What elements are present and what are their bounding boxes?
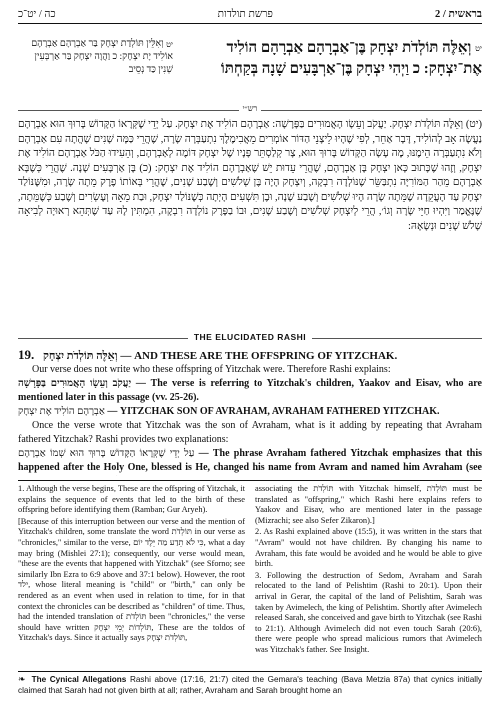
english-paragraph: [18, 405, 482, 419]
english-elucidation: [18, 348, 482, 476]
torah-verse: [178, 38, 482, 80]
targum-verse-number: יט: [166, 40, 173, 49]
footnote: 2. As Rashi explained above (15:5), it was written in the stars that "Avram" would not have children. By changing his name to Avraham, this fate would be avoided and he would be able to give birth.: [255, 527, 482, 569]
insight-text: Rashi above (17:16, 21:7) cited the Gemara's teaching (Bava Metzia 87a) that cynics initially claimed that Sarah had not given birth at all; rather, Avraham and Sarah brought home an: [18, 675, 482, 695]
elucidated-rashi-title: [18, 332, 482, 344]
footnotes: [18, 484, 482, 668]
english-paragraph-text: — The verse is referring to Yitzchak's children, Yaakov and Eisav, who are mentioned later in this passage (vv. 25-26).: [18, 378, 482, 403]
verse-block: [18, 38, 482, 100]
english-verse-number: 19.: [18, 348, 35, 362]
english-paragraph: Our verse does not write who these offspring of Yitzchak were. Therefore Rashi explains:: [32, 364, 391, 375]
header-verse-range: כה / יט־כ: [18, 8, 56, 20]
rashi-hebrew-commentary: (יט) וְאֵלֶּה תּוֹלְדֹת יִצְחָק. יַעֲקֹב וְעֵשָׂו הָאֲמוּרִים בַּפָּרָשָׁה: אַבְרָהָם הוֹלִיד אֶת יִצְחָק. עַל יְדֵי שֶׁקְּרָאוֹ הַקָּדוֹשׁ בָּרוּךְ הוּא אַבְרָהָם נַעֲשָׂה אָב לְהוֹלִיד, דָּבָר אַחֵר, לְפִי שֶׁהָיוּ לֵיצָנֵי הַדּוֹר אוֹמְרִים מֵאֲבִימֶלֶךְ נִתְעַבְּרָה שָׂרָה, שֶׁהֲרֵי כַּמָּה שָׁנִים שָׁהֲתָה עִם אַבְרָהָם וְלֹא נִתְעַבְּרָה הֵימֶנּוּ, מֶה עָשָׂה הַקָּדוֹשׁ בָּרוּךְ הוּא, צָר קְלַסְתֵּר פָּנָיו שֶׁל יִצְחָק דּוֹמֶה לְאַבְרָהָם, וְהֵעִידוּ הַכֹּל אַבְרָהָם הוֹלִיד אֶת יִצְחָק, וְזֶהוּ שֶׁכָּתוּב כָּאן יִצְחָק בֶּן אַבְרָהָם, שֶׁהֲרֵי עֵדוּת יֵשׁ שֶׁאַבְרָהָם הוֹלִיד אֶת יִצְחָק: (כ) בֶּן אַרְבָּעִים שָׁנָה. שֶׁהֲרֵי כְּשֶׁבָּא אַבְרָהָם מֵהַר הַמּוֹרִיָּה נִתְבַּשֵּׂר שֶׁנּוֹלְדָה רִבְקָה, וְיִצְחָק הָיָה בֶּן שְׁלֹשִׁים וְשֶׁבַע שָׁנִים, שֶׁהֲרֵי בְּאוֹתוֹ פֶרֶק מֵתָה שָׂרָה, וּמִשֶּׁנּוֹלַד יִצְחָק עַד הָעֲקֵדָה שֶׁמֵּתָה שָׂרָה הָיוּ שְׁלֹשִׁים וְשֶׁבַע שָׁנָה, וּבֶן תִּשְׁעִים הָיְתָה כְּשֶׁנּוֹלַד יִצְחָק, וּבַת מֵאָה וְעֶשְׂרִים וְשֶׁבַע כְּשֶׁמֵּתָה, שֶׁנֶּאֱמַר וַיִּהְיוּ חַיֵּי שָׂרָה וְגוֹ׳, הֲרֵי לְיִצְחָק שְׁלֹשִׁים וְשֶׁבַע שָׁנִים, וּבוֹ בַפֶּרֶק נוֹלְדָה רִבְקָה, הִמְתִּין לָהּ עַד שֶׁתְּהֵא רְאוּיָה לְבִיאָה שָׁלֹשׁ שָׁנִים וּנְשָׂאָהּ:: [18, 119, 482, 232]
english-verse-heading: [18, 348, 482, 363]
english-paragraph-text: — The phrase Avraham fathered Yitzchak emphasizes that this happened after the Holy One, blessed is He, changed his name from Avram and named him Avraham (see: [18, 448, 482, 473]
header-rule: [18, 23, 482, 24]
notes-rule: [18, 480, 482, 481]
english-lemma: אַבְרָהָם הוֹלִיד אֶת יִצְחָק: [18, 406, 105, 417]
rashi-divider: [18, 104, 482, 116]
torah-verse-number: יט: [475, 44, 482, 53]
english-lemma: יַעֲקֹב וְעֵשָׂו הָאֲמוּרִים בַּפָּרָשָׁה: [18, 378, 132, 389]
footnote: [Because of this interruption between our verse and the mention of Yitzchak's children, some translate the word תּוֹלְדֹת in our verse as "chronicles," similar to the verse, כִּי לֹא תֵדַע מַה יֵּלֶד יוֹם, what a day may bring (Mishlei 27:1); consequently, our verse would mean, "these are the events that happened with Yitzchak" (see Sforno; see similarly Ibn Ezra to 6:9 above and 37:1 below). However, the root ילד, whose literal meaning is "child" or "birth," can only be rendered as an event when used in relation to time, for in that context the chronicles can be described as "children" of time. Thus, had the intended translation of תּוֹלְדֹת been "chronicles," the verse should have written תּוֹלְדוֹת יְמֵי יִצְחָק, These are the toldos of Yitzchak's days. Since it actually says תּוֹלְדֹת יִצְחָק,: [18, 516, 246, 643]
torah-verse-text: וְאֵלֶּה תּוֹלְדֹת יִצְחָק בֶּן־אַבְרָהָם אַבְרָהָם הוֹלִיד אֶת־יִצְחָק: כ וַיְהִי יִצְחָק בֶּן־אַרְבָּעִים שָׁנָה בְּקַחְתּוֹ: [220, 40, 482, 77]
header-parashah: פרשת תולדות: [217, 8, 273, 20]
footnotes-right-column: [255, 484, 482, 668]
targum-column: [18, 38, 173, 77]
targum-text: וְאִלֵּין תּוֹלְדַת יִצְחָק בַּר אַבְרָהָם אַבְרָהָם אוֹלִיד יָת יִצְחָק: כ וַהֲוָה יִצְחָק בַּר אַרְבְּעִין שְׁנִין כַּד נְסֵיב: [31, 39, 173, 75]
footnote: associating the תּוֹלְדֹת with Yitzchak himself, תּוֹלְדֹת must be translated as "offspring," which Rashi here explains refers to Yaakov and Eisav, who are mentioned later in the passage (Mizrachi; see also Sefer Zikaron).]: [255, 484, 482, 525]
english-verse-caption: — AND THESE ARE THE OFFSPRING OF YITZCHAK.: [120, 350, 398, 362]
rashi-label: רש״י: [239, 104, 262, 113]
fleuron-icon: ❧: [18, 674, 26, 684]
insight-box: [18, 674, 482, 714]
english-lemma: עַל יְדֵי שֶׁקְּרָאוֹ הַקָּדוֹשׁ בָּרוּךְ הוּא שְׁמוֹ אַבְרָהָם: [18, 448, 195, 459]
elucidated-title-label: THE ELUCIDATED RASHI: [188, 332, 312, 342]
insight-title: The Cynical Allegations: [31, 675, 127, 684]
english-caption: — YITZCHAK SON OF AVRAHAM, AVRAHAM FATHERED YITZCHAK.: [107, 406, 440, 417]
english-verse-lemma: וְאֵלֶּה תּוֹלְדֹת יִצְחָק: [43, 350, 118, 362]
english-paragraph: [18, 447, 482, 476]
english-paragraph: Once the verse wrote that Yitzchak was the son of Avraham, what is it adding by repeating that Avraham fathered Yitzchak? Rashi provides two explanations:: [18, 420, 482, 445]
insight-rule: [18, 671, 482, 672]
footnote: 1. Although the verse begins, These are the offspring of Yitzchak, it explains the sequence of events that led to the birth of these offspring before identifying them (Ramban; Gur Aryeh).: [18, 484, 245, 515]
footnotes-left-column: [18, 484, 245, 668]
page-header: [18, 7, 482, 21]
footnote: 3. Following the destruction of Sedom, Avraham and Sarah relocated to the land of Pelishtim (Rashi to 20:1). Upon their arrival in Gerar, the capital of the land of Pelishtim, Sarah was taken by Avimelech, the king of Pelishtim. Shortly after Avimelech released Sarah, she conceived and gave birth to Yitzchak (see Rashi to 21:1). Although Avimelech did not even touch Sarah (20:6), there were people who spread malicious rumors that Avimelech was Yitzchak's father. See Insight.: [255, 570, 482, 654]
header-book-page: 2 / בראשית: [435, 8, 482, 20]
english-paragraph: [18, 377, 482, 405]
